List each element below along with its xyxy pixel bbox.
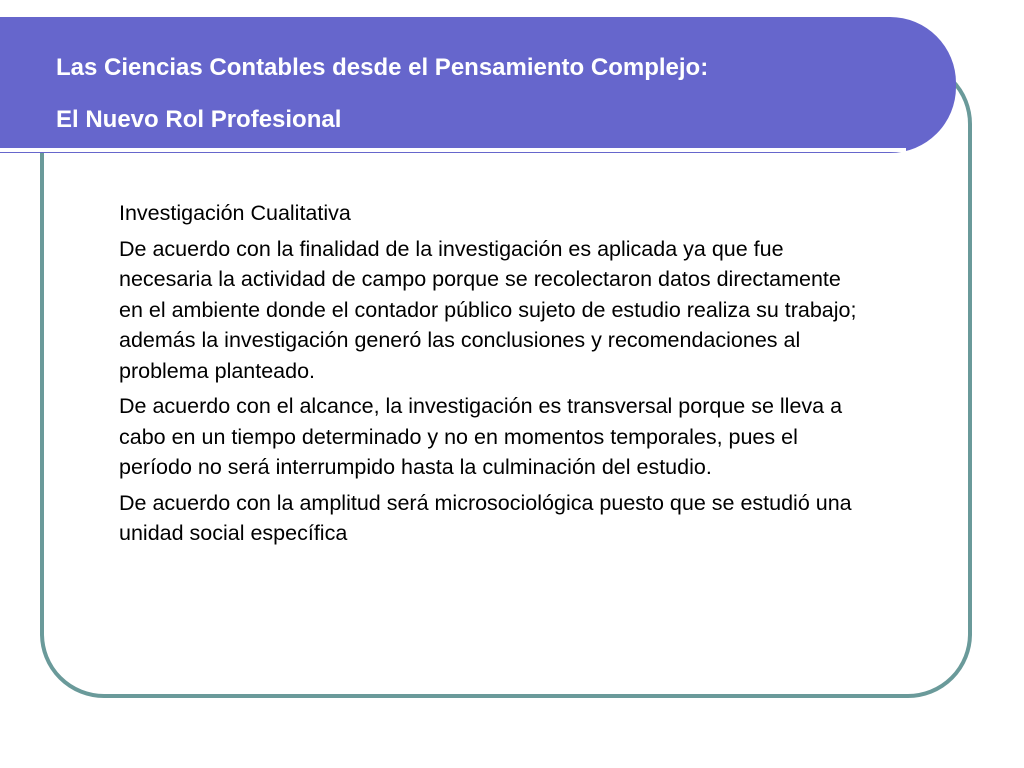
body-paragraph-finalidad: De acuerdo con la finalidad de la investigación es aplicada ya que fue necesaria la actividad de campo porque se recolectaron datos directamente en el ambiente donde el contador público sujeto de estudio realiza su trabajo; además la investigación generó las conclusiones y recomendaciones al problema planteado. (119, 236, 857, 383)
title-underline-rule (0, 148, 906, 152)
title-banner (0, 17, 956, 153)
section-heading: Investigación Cualitativa (119, 201, 351, 225)
slide-body (119, 198, 859, 554)
body-paragraph-alcance: De acuerdo con el alcance, la investigación es transversal porque se lleva a cabo en un tiempo determinado y no en momentos temporales, pues el período no será interrumpido hasta la culminación del estudio. (119, 394, 843, 479)
body-paragraph-amplitud: De acuerdo con la amplitud será microsociológica puesto que se estudió una unidad social específica (119, 490, 852, 545)
slide-title-line-1: Las Ciencias Contables desde el Pensamiento Complejo: (56, 54, 709, 81)
slide-title-line-2: El Nuevo Rol Profesional (56, 106, 342, 133)
